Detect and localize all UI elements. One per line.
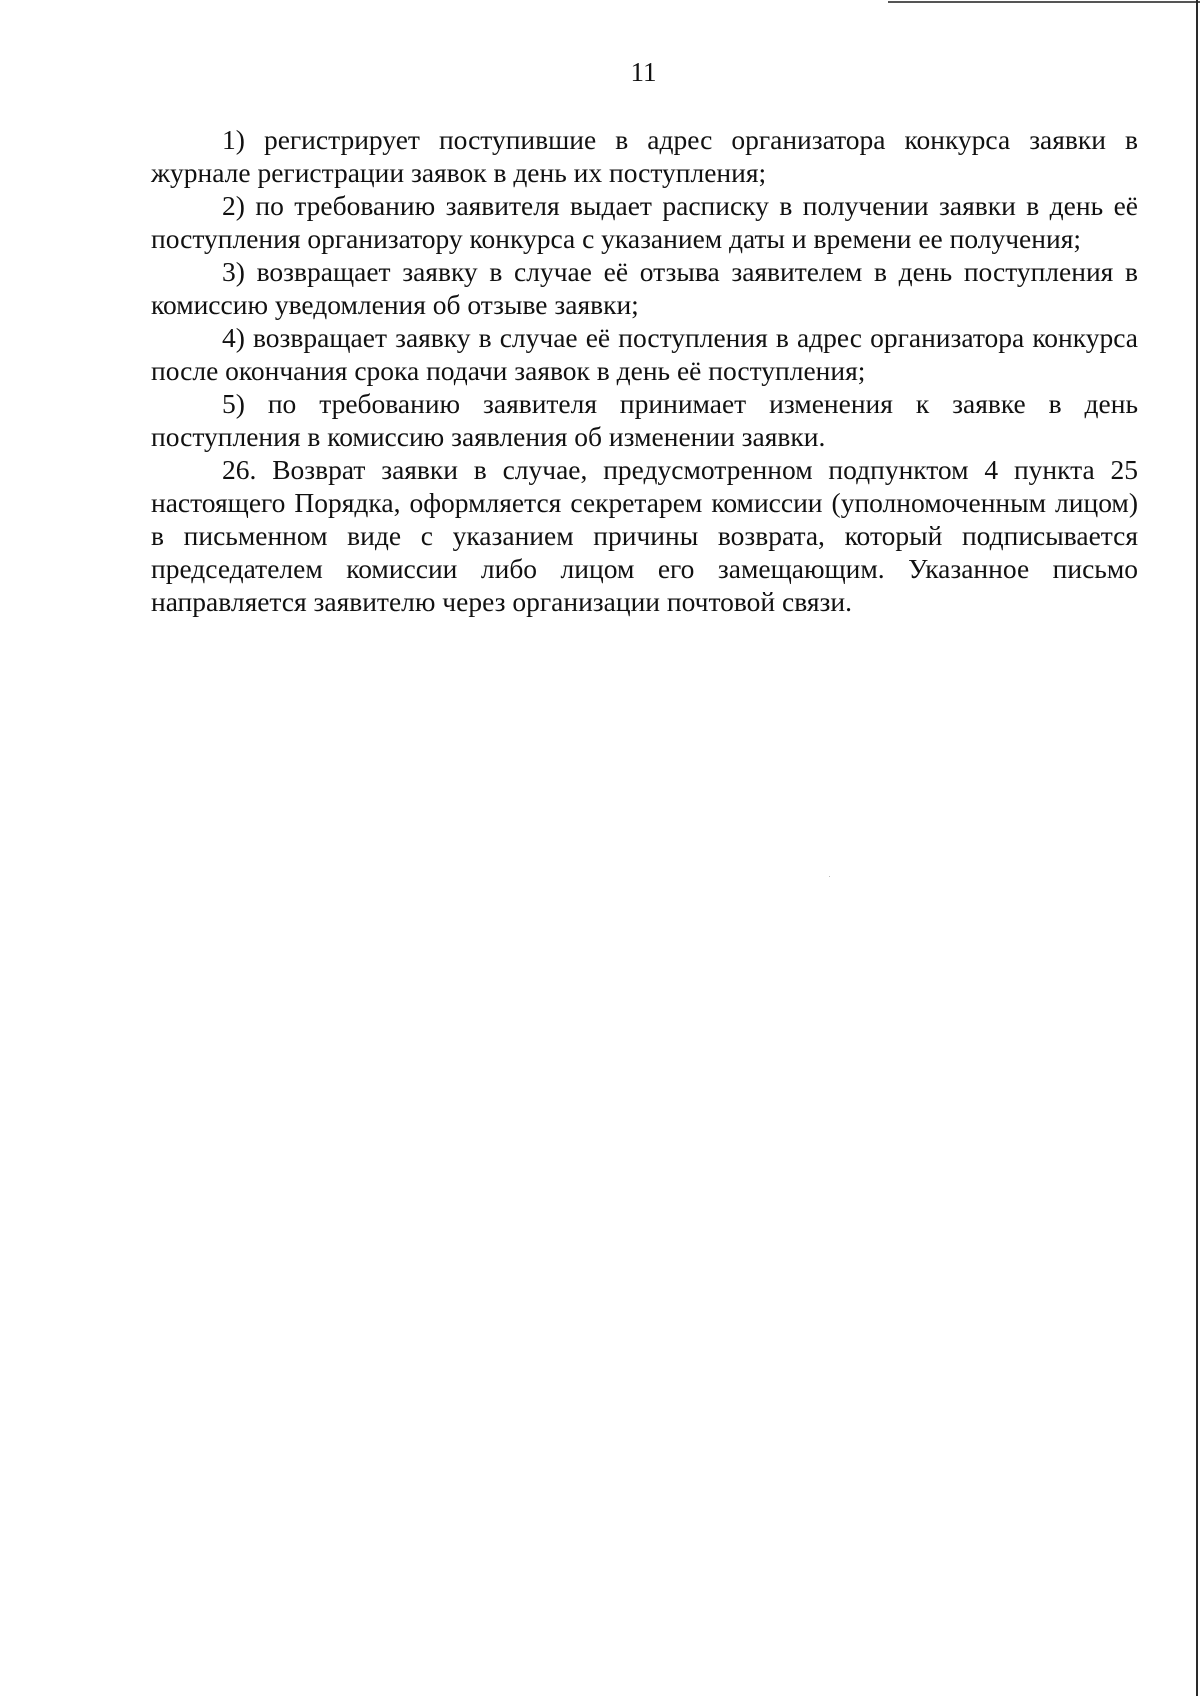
list-item-2: 2) по требованию заявителя выдает расписку в получении заявки в день её поступления организатору конкурса с указанием даты и времени ее получения; <box>151 190 1138 254</box>
scan-speck <box>829 876 830 877</box>
scan-artifact-right-edge <box>1196 0 1198 1696</box>
document-body <box>151 123 1138 618</box>
list-item-5: 5) по требованию заявителя принимает изменения к заявке в день поступления в комиссию заявления об изменении заявки. <box>151 388 1138 452</box>
list-item-4: 4) возвращает заявку в случае её поступления в адрес организатора конкурса после окончания срока подачи заявок в день её поступления; <box>151 322 1138 386</box>
clause-26: 26. Возврат заявки в случае, предусмотренном подпунктом 4 пункта 25 настоящего Порядка, оформляется секретарем комиссии (уполномоченным лицом) в письменном виде с указанием причины возврата, который подписывается председателем комиссии либо лицом его замещающим. Указанное письмо направляется заявителю через организации почтовой связи. <box>151 454 1138 617</box>
list-item-3: 3) возвращает заявку в случае её отзыва заявителем в день поступления в комиссию уведомления об отзыве заявки; <box>151 256 1138 320</box>
page-number: 11 <box>630 57 657 87</box>
list-item-1: 1) регистрирует поступившие в адрес организатора конкурса заявки в журнале регистрации заявок в день их поступления; <box>151 124 1138 188</box>
scan-artifact-top-line <box>888 1 1200 3</box>
